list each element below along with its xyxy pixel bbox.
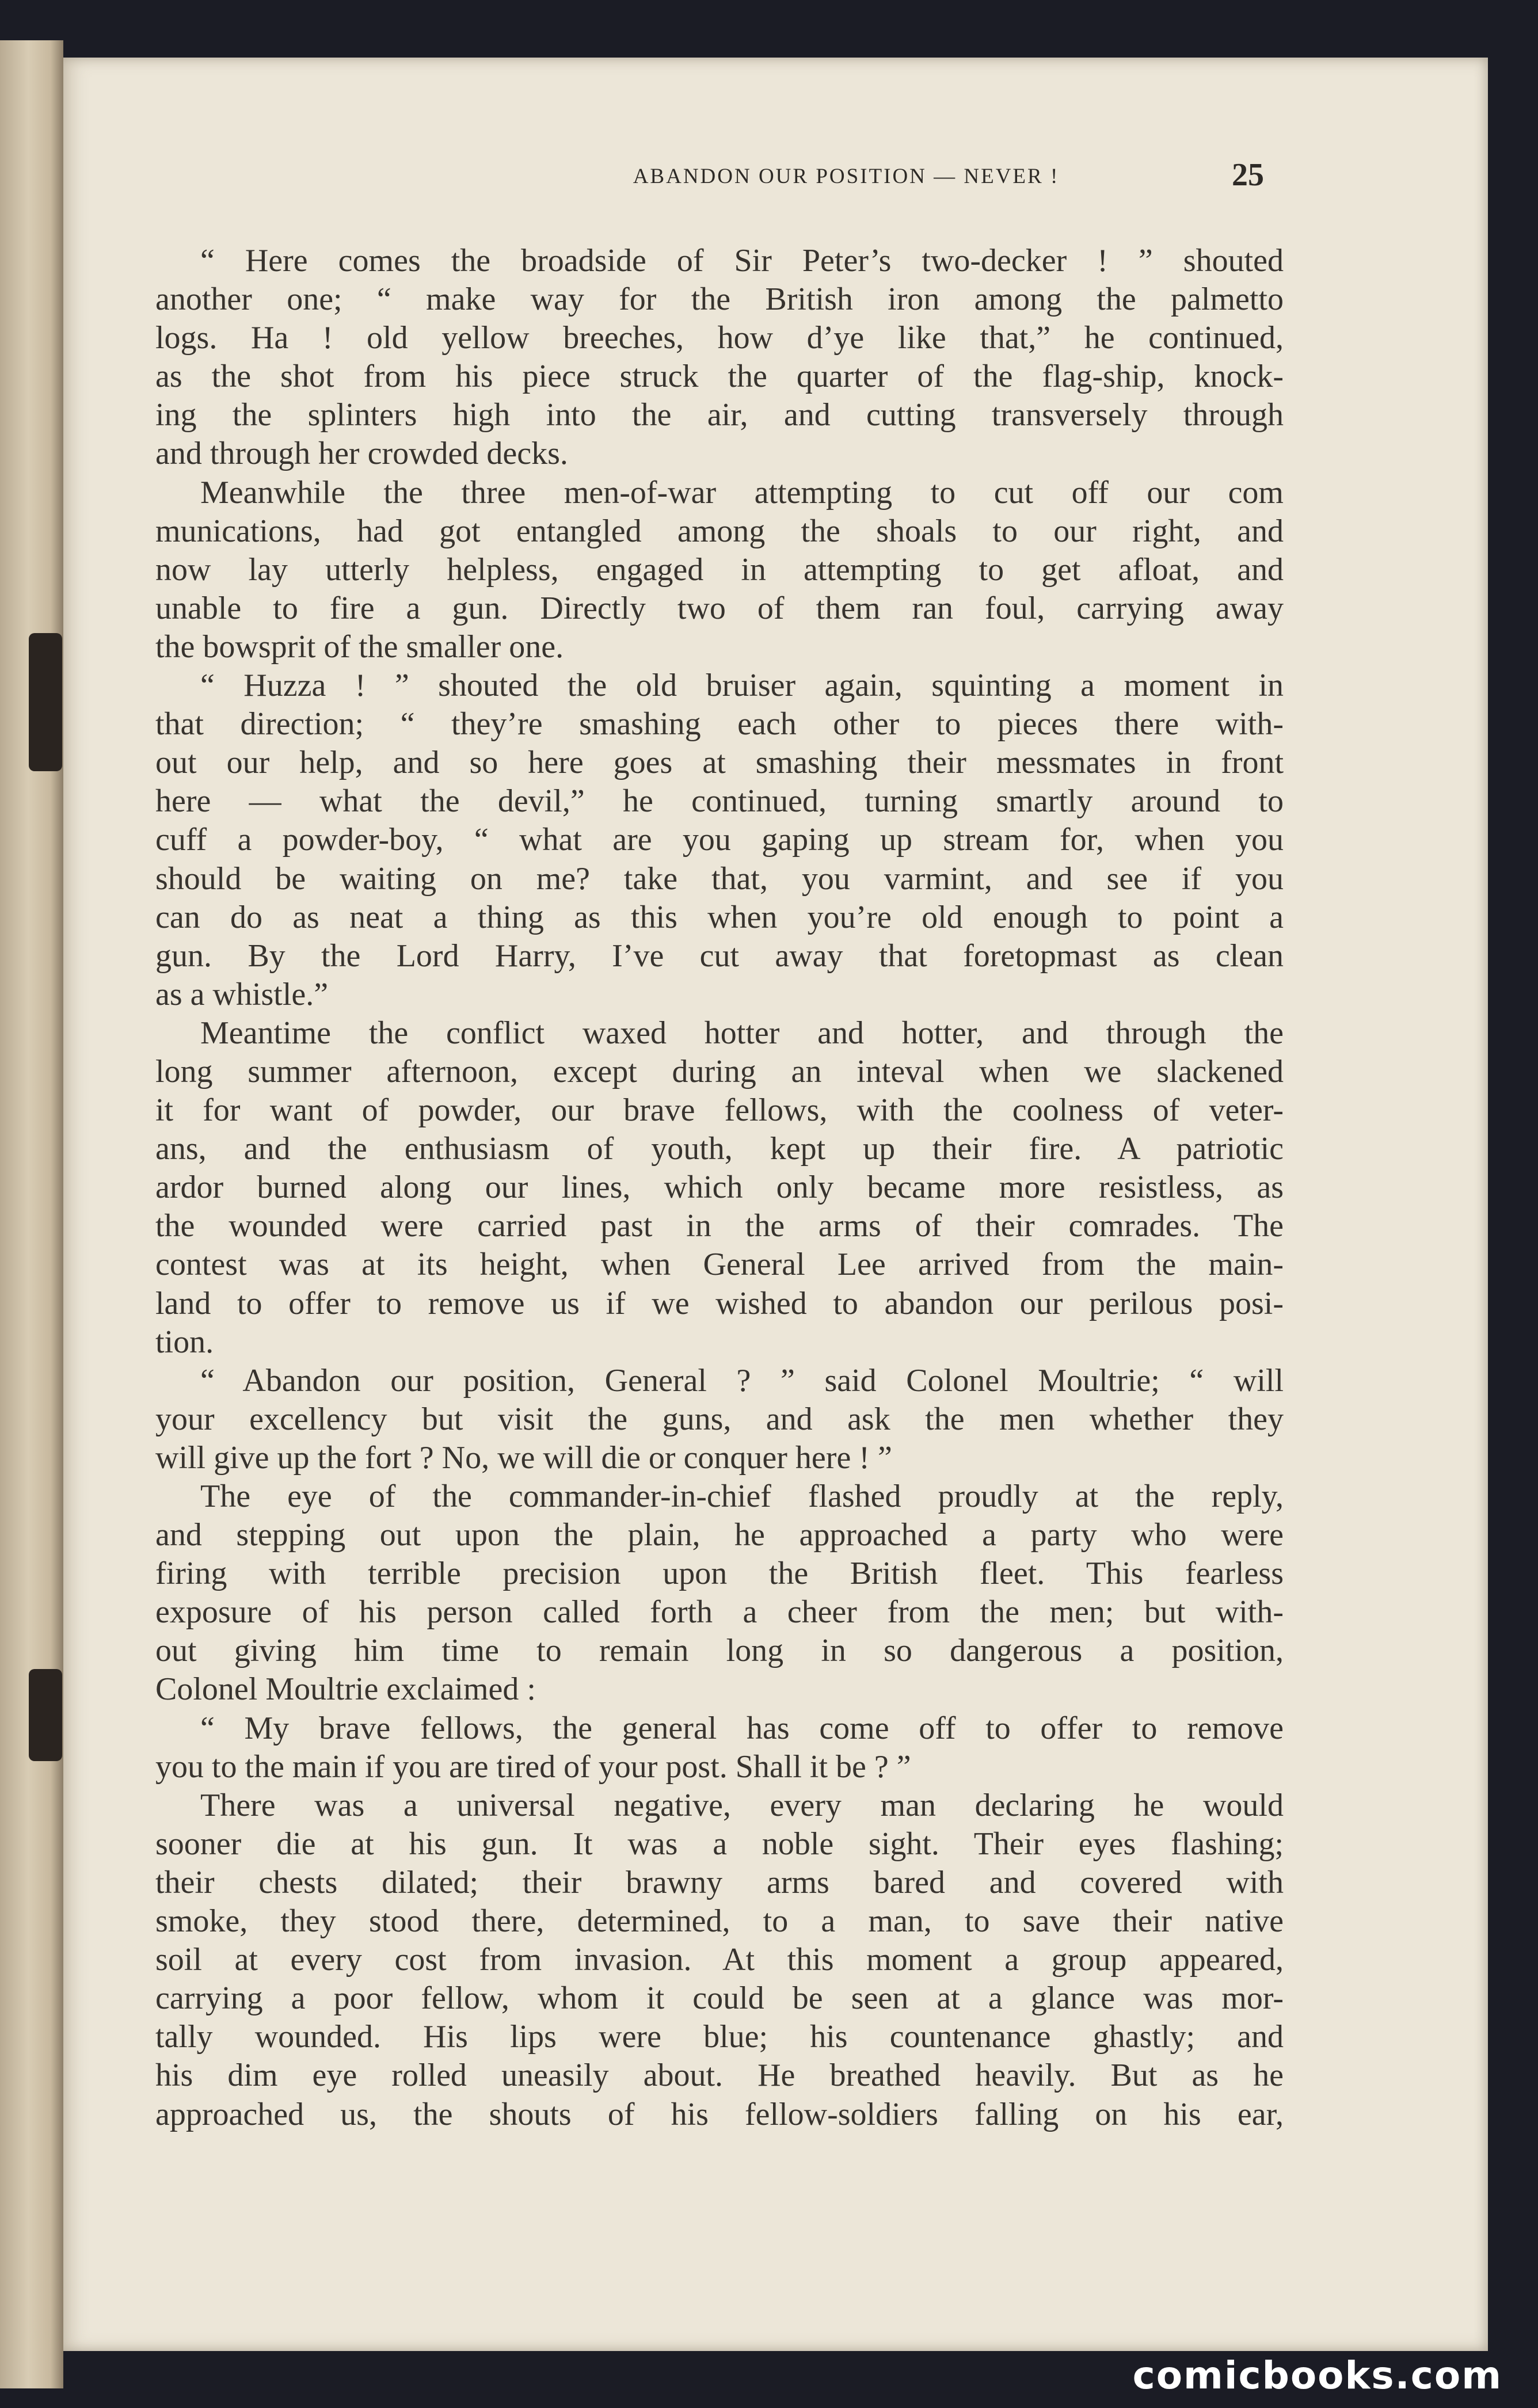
text-line: unable to fire a gun. Directly two of them ran foul, carrying away [155, 590, 1284, 626]
text-line: Colonel Moultrie exclaimed : [155, 1671, 536, 1708]
text-line: ing the splinters high into the air, and cutting transversely through [155, 397, 1284, 433]
text-line: munications, had got entangled among the shoals to our right, and [155, 513, 1284, 549]
text-line: should be waiting on me? take that, you varmint, and see if you [155, 860, 1284, 897]
text-line: their chests dilated; their brawny arms bared and covered with [155, 1864, 1284, 1900]
text-line: land to offer to remove us if we wished to abandon our perilous posi- [155, 1285, 1284, 1321]
text-line: Meantime the conflict waxed hotter and hotter, and through the [200, 1015, 1284, 1051]
text-line: and stepping out upon the plain, he approached a party who were [155, 1517, 1284, 1553]
text-line: Meanwhile the three men-of-war attempting to cut off our com [200, 474, 1284, 510]
text-line: out giving him time to remain long in so dangerous a position, [155, 1633, 1284, 1669]
text-line: out our help, and so here goes at smashing their messmates in front [155, 745, 1284, 781]
text-line: ans, and the enthusiasm of youth, kept up their fire. A patriotic [155, 1131, 1284, 1167]
text-line: The eye of the commander-in-chief flashed proudly at the reply, [200, 1479, 1284, 1514]
running-header: ABANDON OUR POSITION — NEVER ! [633, 165, 1060, 188]
text-line: soil at every cost from invasion. At this moment a group appeared, [155, 1942, 1284, 1978]
page-body-text [155, 242, 1284, 2134]
text-line: will give up the fort ? No, we will die or conquer here ! ” [155, 1439, 892, 1476]
text-line: his dim eye rolled uneasily about. He breathed heavily. But as he [155, 2058, 1284, 2094]
text-line: here — what the devil,” he continued, turning smartly around to [155, 783, 1284, 820]
watermark-logo: comicbooks.com [1132, 2353, 1502, 2398]
text-line: tion. [155, 1324, 214, 1360]
text-line: and through her crowded decks. [155, 436, 568, 472]
text-line: carrying a poor fellow, whom it could be seen at a glance was mor- [155, 1980, 1284, 2017]
text-line: the wounded were carried past in the arms of their comrades. The [155, 1208, 1284, 1244]
text-line: tally wounded. His lips were blue; his countenance ghastly; and [155, 2019, 1284, 2055]
binding-hole-top [29, 633, 62, 771]
text-line: cuff a powder-boy, “ what are you gaping up stream for, when you [155, 822, 1284, 858]
text-line: as the shot from his piece struck the quarter of the flag-ship, knock- [155, 359, 1284, 395]
text-line: it for want of powder, our brave fellows, with the coolness of veter- [155, 1092, 1284, 1129]
binding-hole-bottom [29, 1669, 62, 1761]
text-line: approached us, the shouts of his fellow-soldiers falling on his ear, [155, 2096, 1284, 2132]
text-line: your excellency but visit the guns, and ask the men whether they [155, 1401, 1284, 1437]
text-line: sooner die at his gun. It was a noble sight. Their eyes flashing; [155, 1826, 1284, 1862]
text-line: long summer afternoon, except during an inteval when we slackened [155, 1053, 1284, 1089]
text-line: “ My brave fellows, the general has come off to offer to remove [200, 1710, 1284, 1746]
text-line: smoke, they stood there, determined, to a man, to save their native [155, 1903, 1284, 1940]
text-line: that direction; “ they’re smashing each other to pieces there with- [155, 706, 1284, 742]
text-line: ardor burned along our lines, which only became more resistless, as [155, 1169, 1284, 1206]
text-line: “ Here comes the broadside of Sir Peter’s two-decker ! ” shouted [200, 243, 1284, 279]
page-number: 25 [1232, 157, 1264, 193]
text-line: logs. Ha ! old yellow breeches, how d’ye like that,” he continued, [155, 320, 1284, 356]
text-line: now lay utterly helpless, engaged in attempting to get afloat, and [155, 551, 1284, 588]
text-line: you to the main if you are tired of your post. Shall it be ? ” [155, 1748, 911, 1785]
text-line: “ Abandon our position, General ? ” said Colonel Moultrie; “ will [200, 1362, 1284, 1399]
text-line: There was a universal negative, every man declaring he would [200, 1787, 1284, 1823]
text-line: firing with terrible precision upon the British fleet. This fearless [155, 1556, 1284, 1592]
text-line: exposure of his person called forth a cheer from the men; but with- [155, 1594, 1284, 1630]
text-line: gun. By the Lord Harry, I’ve cut away that foretopmast as clean [155, 938, 1284, 974]
text-line: another one; “ make way for the British iron among the palmetto [155, 281, 1284, 318]
text-line: contest was at its height, when General Lee arrived from the main- [155, 1247, 1284, 1283]
text-line: can do as neat a thing as this when you’re old enough to point a [155, 899, 1284, 935]
text-line: the bowsprit of the smaller one. [155, 628, 564, 665]
facing-page-edge [0, 40, 63, 2388]
text-line: “ Huzza ! ” shouted the old bruiser again, squinting a moment in [200, 668, 1284, 704]
text-line: as a whistle.” [155, 976, 329, 1012]
